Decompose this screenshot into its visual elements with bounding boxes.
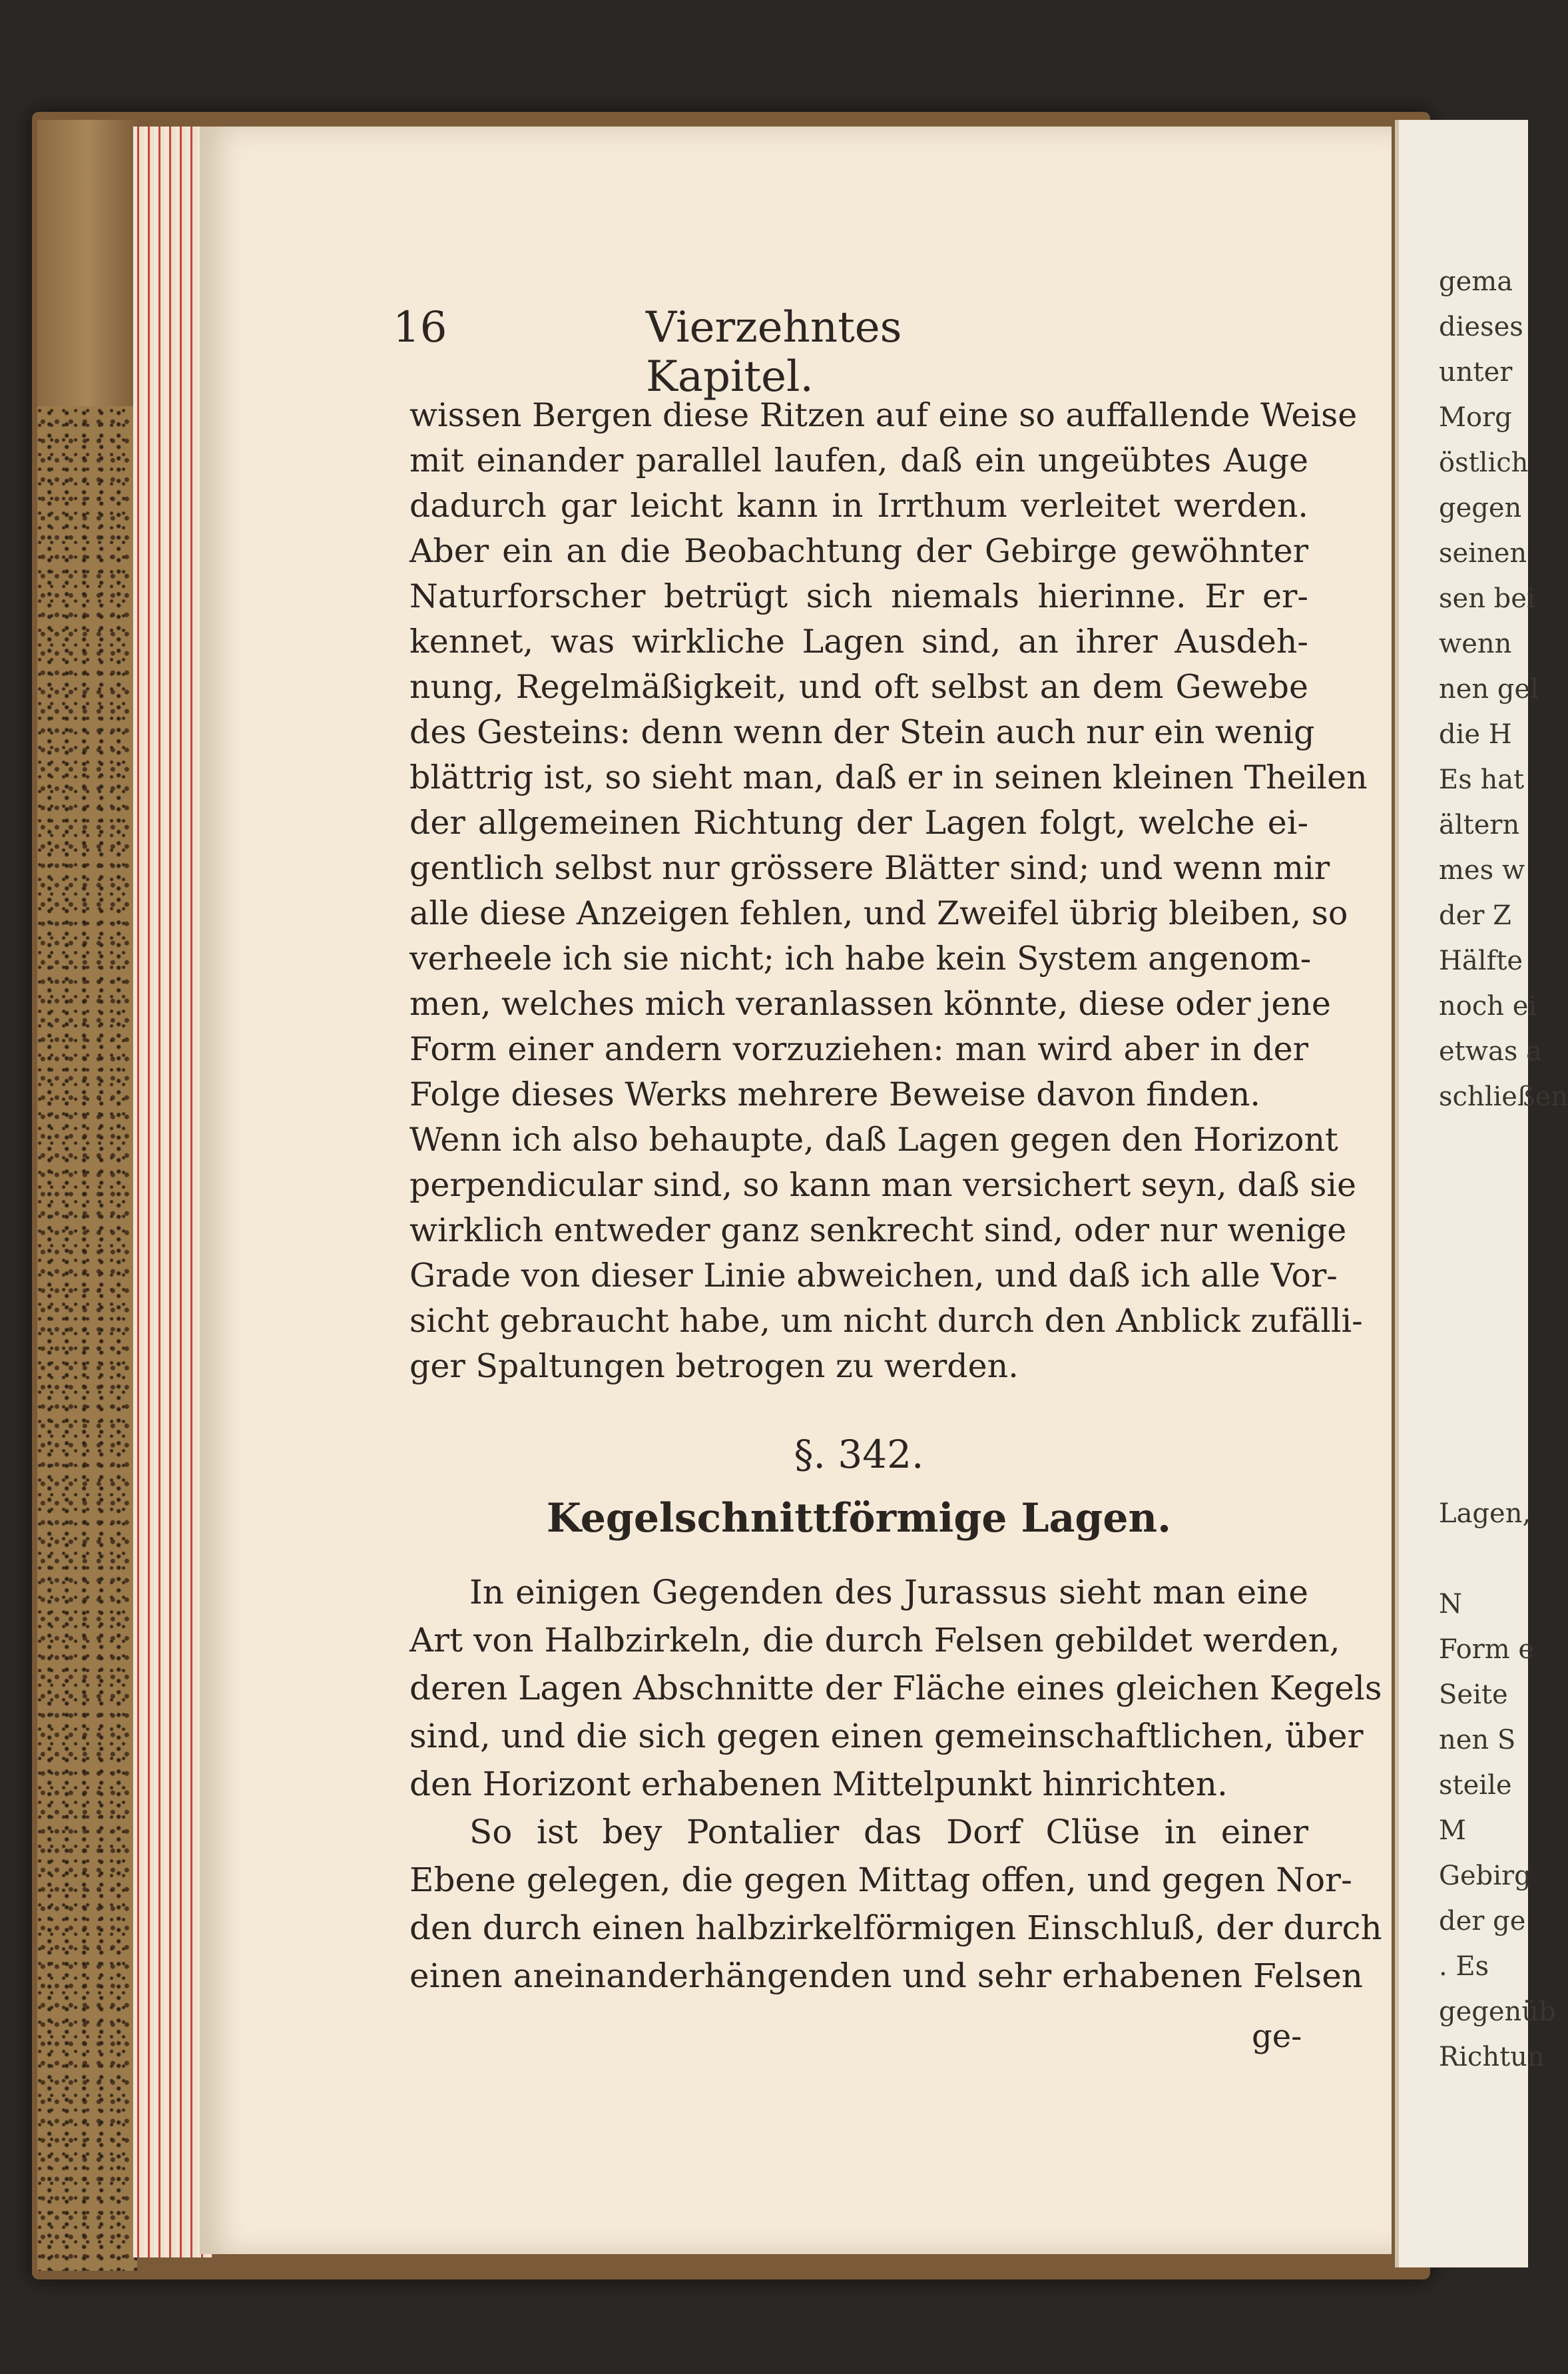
facing-page-fragment: etwas a [1439, 1036, 1542, 1067]
facing-page-fragment: östlich [1439, 447, 1529, 478]
text-line: einen aneinanderhängenden und sehr erhabenen Felsen [409, 1956, 1364, 1995]
facing-page-fragment: der ge [1439, 1906, 1526, 1936]
text-line: In einigen Gegenden des Jurassus sieht man eine [469, 1573, 1308, 1612]
catchword: ge- [1252, 2018, 1302, 2055]
text-line: Form einer andern vorzuziehen: man wird aber in der [409, 1030, 1308, 1068]
facing-page-fragment: seinen [1439, 538, 1527, 569]
facing-page-fragment: Es hat [1439, 764, 1525, 795]
body-paragraph [409, 1808, 1382, 2000]
facing-page-fragment: Gebirg [1439, 1861, 1531, 1891]
facing-page-fragment: ältern [1439, 810, 1520, 840]
text-line: nung, Regelmäßigkeit, und oft selbst an dem Gewebe [409, 668, 1308, 706]
text-line: Naturforscher betrügt sich niemals hierinne. Er er- [409, 577, 1308, 615]
leather-spine [37, 120, 137, 406]
text-line: Folge dieses Werks mehrere Beweise davon finden. [409, 1075, 1260, 1113]
text-line: den Horizont erhabenen Mittelpunkt hinrichten. [409, 1765, 1228, 1803]
facing-page-fragment: noch ei [1439, 991, 1537, 1022]
text-line: des Gesteins: denn wenn der Stein auch nur ein wenig [409, 713, 1315, 751]
text-line: gentlich selbst nur grössere Blätter sind; und wenn mir [409, 849, 1330, 887]
text-line: deren Lagen Abschnitte der Fläche eines gleichen Kegels [409, 1669, 1382, 1707]
facing-page-fragment: nen S [1439, 1725, 1516, 1755]
section-number: §. 342. [794, 1432, 924, 1477]
facing-page-fragment: . Es [1439, 1951, 1489, 1982]
facing-page-fragment: dieses [1439, 312, 1523, 342]
facing-page-fragment: N [1439, 1589, 1462, 1620]
page-number: 16 [393, 303, 447, 352]
section-title: Kegelschnittförmige Lagen. [546, 1495, 1172, 1542]
facing-page-fragment: unter [1439, 357, 1513, 388]
facing-page-fragment: schließen [1439, 1081, 1568, 1112]
facing-page-fragment: wenn [1439, 629, 1512, 659]
text-line: men, welches mich veranlassen könnte, diese oder jene [409, 985, 1331, 1023]
chapter-title: Vierzehntes Kapitel. [646, 303, 902, 402]
text-line: Art von Halbzirkeln, die durch Felsen gebildet werden, [409, 1621, 1340, 1659]
facing-page-fragment: Morg [1439, 402, 1512, 433]
text-line: wissen Bergen diese Ritzen auf eine so auffallende Weise [409, 396, 1358, 434]
text-line: sind, und die sich gegen einen gemeinschaftlichen, über [409, 1717, 1364, 1755]
facing-page-fragment: der Z [1439, 900, 1511, 931]
facing-page-fragment: gegen [1439, 493, 1522, 523]
body-paragraph [409, 1568, 1382, 1808]
facing-page-fragment: steile [1439, 1770, 1512, 1801]
facing-page-fragment: gegenüb [1439, 1996, 1556, 2027]
text-line: alle diese Anzeigen fehlen, und Zweifel übrig bleiben, so [409, 894, 1348, 932]
text-line: kennet, was wirkliche Lagen sind, an ihrer Ausdeh- [409, 623, 1308, 661]
text-line: blättrig ist, so sieht man, daß er in seinen kleinen Theilen [409, 758, 1368, 796]
text-line: dadurch gar leicht kann in Irrthum verleitet werden. [409, 487, 1308, 525]
facing-page-fragment: die H [1439, 719, 1512, 750]
text-line: Ebene gelegen, die gegen Mittag offen, und gegen Nor- [409, 1861, 1352, 1899]
text-line: Grade von dieser Linie abweichen, und daß ich alle Vor- [409, 1257, 1338, 1295]
body-paragraph [409, 393, 1368, 1389]
text-line: So ist bey Pontalier das Dorf Clüse in einer [469, 1813, 1308, 1851]
facing-page-fragment: Seite [1439, 1679, 1508, 1710]
marbled-board [37, 406, 137, 2271]
running-header [393, 303, 1059, 402]
text-line: perpendicular sind, so kann man versichert seyn, daß sie [409, 1166, 1357, 1204]
facing-page-fragment: Lagen, [1439, 1498, 1531, 1529]
text-line: Aber ein an die Beobachtung der Gebirge gewöhnter [409, 532, 1308, 570]
text-line: der allgemeinen Richtung der Lagen folgt, welche ei- [409, 804, 1308, 842]
text-line: verheele ich sie nicht; ich habe kein System angenom- [409, 940, 1312, 978]
text-line: wirklich entweder ganz senkrecht sind, oder nur wenige [409, 1211, 1347, 1249]
facing-page-fragment: M [1439, 1815, 1466, 1846]
facing-page-fragment: Form e [1439, 1634, 1535, 1665]
facing-page [1395, 120, 1568, 2267]
facing-page-fragment: sen bei [1439, 583, 1535, 614]
text-line: ger Spaltungen betrogen zu werden. [409, 1347, 1019, 1385]
facing-page-fragment: mes w [1439, 855, 1525, 886]
facing-page-fragment: nen gel [1439, 674, 1539, 705]
facing-page-fragment: gema [1439, 266, 1513, 297]
text-line: Wenn ich also behaupte, daß Lagen gegen den Horizont [409, 1121, 1338, 1159]
text-line: sicht gebraucht habe, um nicht durch den Anblick zufälli- [409, 1302, 1363, 1340]
facing-page-fragment: Hälfte [1439, 946, 1523, 976]
text-line: mit einander parallel laufen, daß ein ungeübtes Auge [409, 442, 1308, 479]
facing-page-fragment: Richtun [1439, 2042, 1545, 2072]
text-line: den durch einen halbzirkelförmigen Einschluß, der durch [409, 1909, 1382, 1947]
